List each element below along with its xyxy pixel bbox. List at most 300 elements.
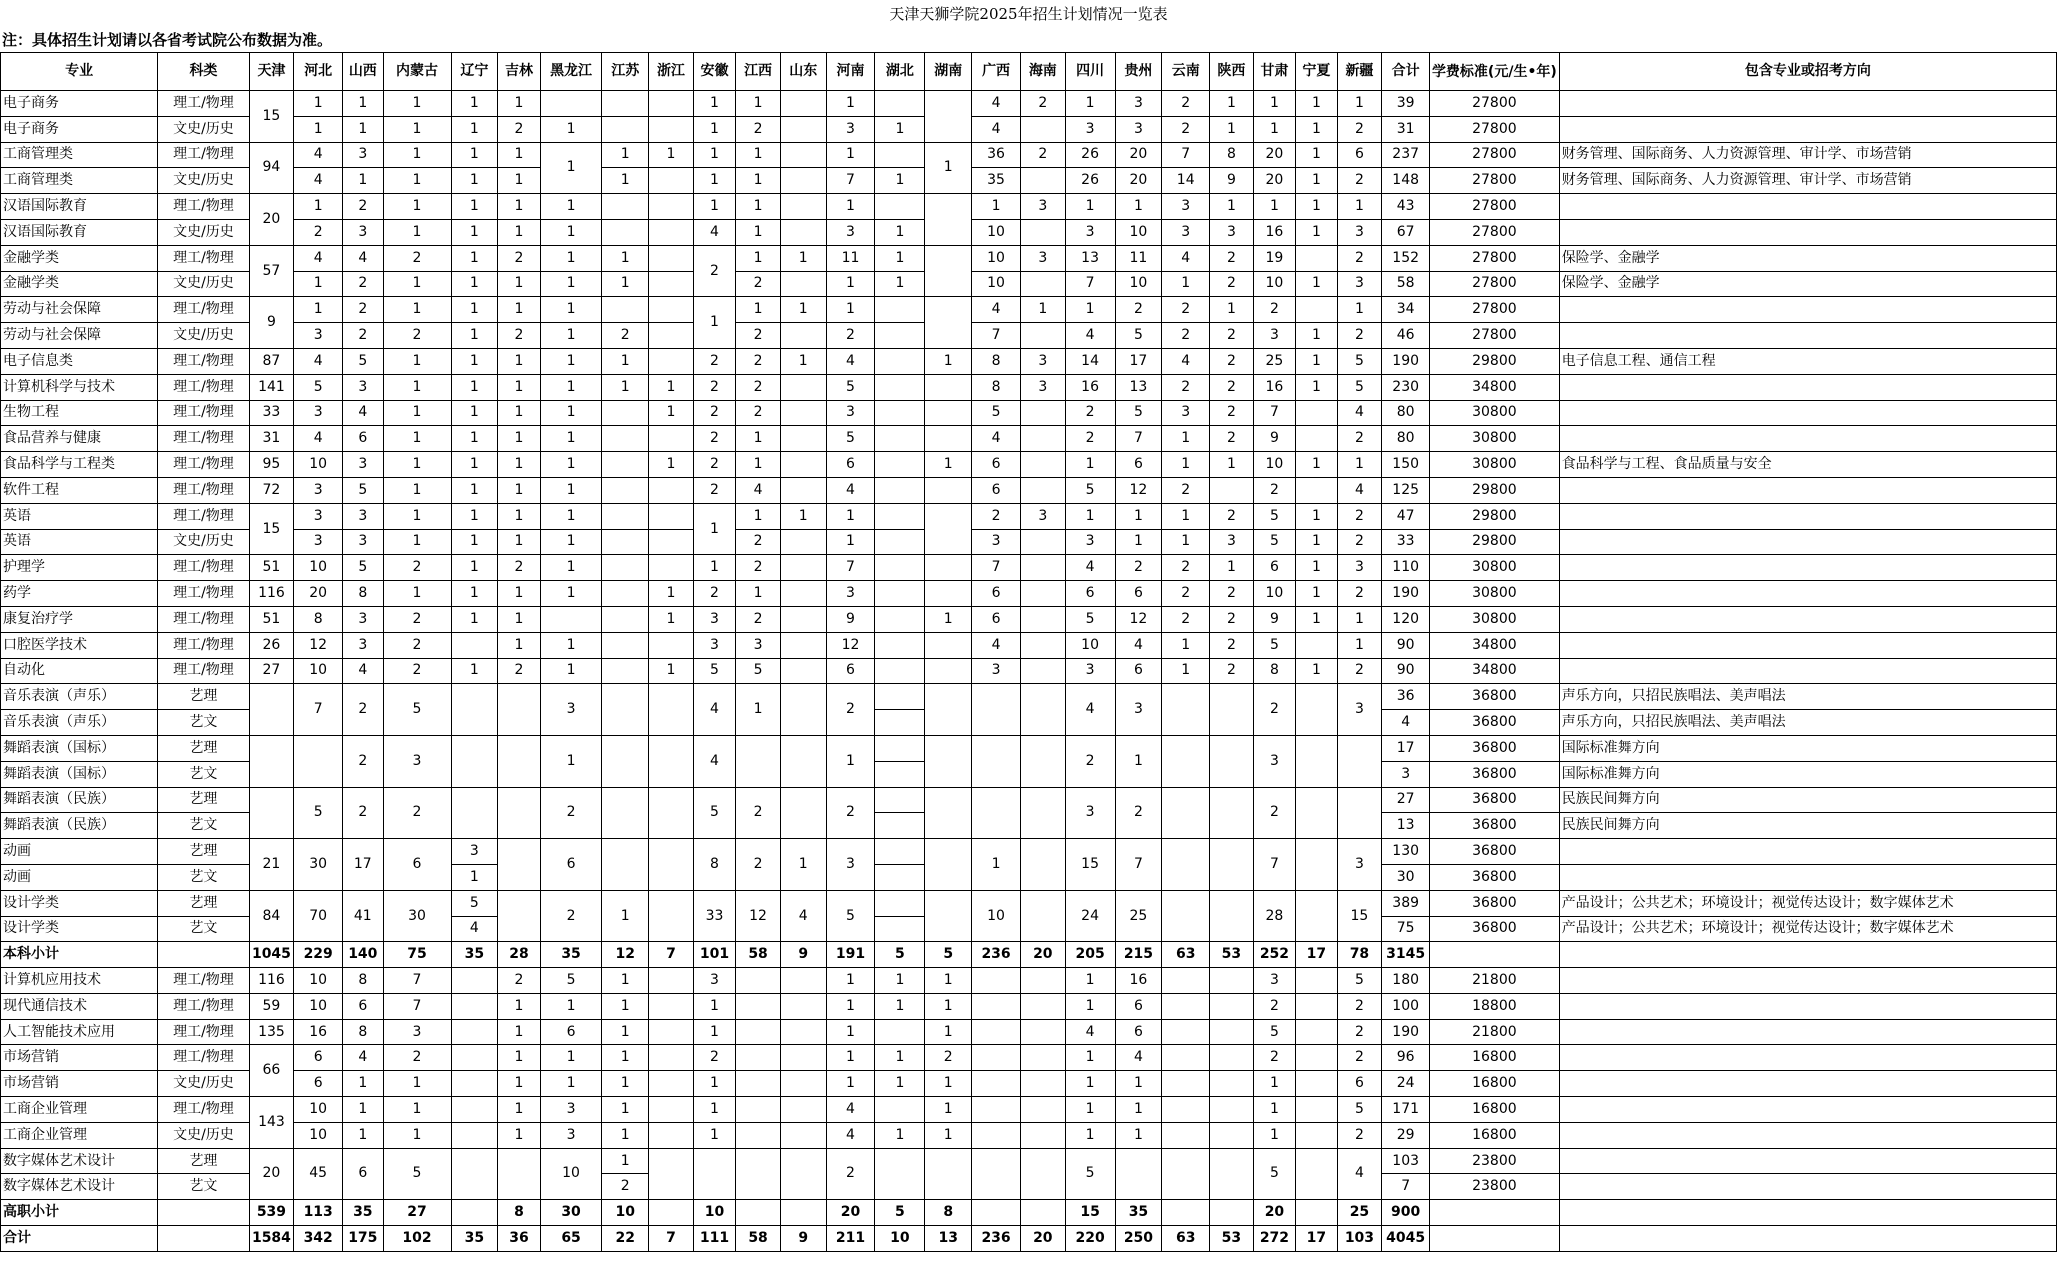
quota-cell xyxy=(1021,1148,1066,1200)
quota-cell xyxy=(736,1071,781,1097)
quota-cell: 17 xyxy=(343,839,383,891)
quota-cell: 2 xyxy=(1337,581,1382,607)
quota-cell: 1 xyxy=(1210,194,1254,220)
quota-cell: 1 xyxy=(1162,658,1210,684)
page-title: 天津天狮学院2025年招生计划情况一览表 xyxy=(889,5,1168,23)
quota-cell: 7 xyxy=(1065,271,1115,297)
quota-cell: 1 xyxy=(540,245,602,271)
quota-cell xyxy=(1210,1097,1254,1123)
quota-cell: 13 xyxy=(1115,374,1162,400)
quota-cell xyxy=(602,400,649,426)
quota-cell: 3 xyxy=(1210,529,1254,555)
quota-cell: 2 xyxy=(826,1148,875,1200)
quota-cell: 1 xyxy=(736,581,781,607)
table-row xyxy=(1,374,2057,400)
quota-cell: 1 xyxy=(498,529,541,555)
quota-cell xyxy=(736,735,781,787)
quota-cell: 20 xyxy=(1253,142,1296,168)
quota-cell: 1 xyxy=(1115,1097,1162,1123)
quota-cell: 1 xyxy=(383,477,451,503)
quota-cell xyxy=(972,735,1021,787)
quota-cell xyxy=(780,323,826,349)
quota-cell xyxy=(1296,787,1337,839)
quota-cell: 1 xyxy=(1065,1045,1115,1071)
quota-cell: 30 xyxy=(383,890,451,942)
quota-cell xyxy=(451,684,498,736)
category-cell: 艺理 xyxy=(158,735,249,761)
quota-cell: 1 xyxy=(383,426,451,452)
table-row xyxy=(1,245,2057,271)
category-cell: 文史/历史 xyxy=(158,529,249,555)
total-cell: 130 xyxy=(1382,839,1430,865)
quota-cell: 1 xyxy=(540,194,602,220)
fee-cell: 30800 xyxy=(1430,400,1560,426)
quota-cell xyxy=(925,426,972,452)
quota-cell: 10 xyxy=(294,1097,343,1123)
total-cell: 90 xyxy=(1382,632,1430,658)
quota-cell xyxy=(972,1200,1021,1226)
quota-cell: 1 xyxy=(451,426,498,452)
quota-cell: 1 xyxy=(451,142,498,168)
fee-cell: 29800 xyxy=(1430,348,1560,374)
quota-cell: 1 xyxy=(383,91,451,117)
header-major: 专业 xyxy=(1,53,158,91)
quota-cell: 2 xyxy=(1162,116,1210,142)
quota-cell xyxy=(780,116,826,142)
total-cell: 43 xyxy=(1382,194,1430,220)
scope-cell: 声乐方向，只招民族唱法、美声唱法 xyxy=(1559,710,2056,736)
quota-cell: 6 xyxy=(972,606,1021,632)
quota-cell xyxy=(780,168,826,194)
fee-cell: 34800 xyxy=(1430,658,1560,684)
fee-cell: 23800 xyxy=(1430,1174,1560,1200)
quota-cell: 1 xyxy=(602,168,649,194)
quota-cell: 1 xyxy=(383,219,451,245)
quota-cell: 1 xyxy=(1337,632,1382,658)
quota-cell: 2 xyxy=(925,1045,972,1071)
quota-cell: 28 xyxy=(498,942,541,968)
quota-cell: 1 xyxy=(649,581,694,607)
quota-cell xyxy=(451,1045,498,1071)
quota-cell xyxy=(780,529,826,555)
quota-cell xyxy=(1210,1071,1254,1097)
quota-cell: 1 xyxy=(383,142,451,168)
quota-cell: 1 xyxy=(540,297,602,323)
quota-cell: 10 xyxy=(1065,632,1115,658)
quota-cell: 35 xyxy=(451,1226,498,1252)
quota-cell: 5 xyxy=(736,658,781,684)
quota-cell: 9 xyxy=(1253,426,1296,452)
total-cell: 110 xyxy=(1382,555,1430,581)
quota-cell: 1 xyxy=(875,1071,925,1097)
quota-cell xyxy=(602,581,649,607)
quota-cell xyxy=(875,864,925,890)
quota-cell: 3 xyxy=(294,400,343,426)
quota-cell: 5 xyxy=(1337,374,1382,400)
scope-cell: 产品设计；公共艺术；环境设计；视觉传达设计；数字媒体艺术 xyxy=(1559,890,2056,916)
table-row xyxy=(1,735,2057,761)
quota-cell: 1 xyxy=(693,1122,736,1148)
fee-cell: 18800 xyxy=(1430,993,1560,1019)
quota-cell: 2 xyxy=(693,426,736,452)
quota-cell: 20 xyxy=(249,194,294,246)
table-row xyxy=(1,323,2057,349)
quota-cell: 135 xyxy=(249,1019,294,1045)
quota-cell xyxy=(1162,1200,1210,1226)
header-province: 湖北 xyxy=(875,53,925,91)
major-cell: 金融学类 xyxy=(1,271,158,297)
quota-cell xyxy=(1296,993,1337,1019)
quota-cell: 2 xyxy=(498,323,541,349)
quota-cell: 1 xyxy=(451,271,498,297)
quota-cell: 1 xyxy=(451,323,498,349)
header-province: 辽宁 xyxy=(451,53,498,91)
quota-cell: 2 xyxy=(498,555,541,581)
quota-cell xyxy=(925,91,972,143)
major-cell: 音乐表演（声乐） xyxy=(1,710,158,736)
quota-cell: 229 xyxy=(294,942,343,968)
quota-cell: 2 xyxy=(1337,1122,1382,1148)
quota-cell: 31 xyxy=(249,426,294,452)
quota-cell xyxy=(498,684,541,736)
major-cell: 数字媒体艺术设计 xyxy=(1,1148,158,1174)
quota-cell: 8 xyxy=(693,839,736,891)
total-cell: 120 xyxy=(1382,606,1430,632)
quota-cell xyxy=(1210,1200,1254,1226)
quota-cell: 3 xyxy=(1162,194,1210,220)
scope-cell xyxy=(1559,968,2056,994)
quota-cell: 1 xyxy=(925,452,972,478)
quota-cell: 1 xyxy=(498,1122,541,1148)
quota-cell: 1 xyxy=(736,503,781,529)
quota-cell: 12 xyxy=(736,890,781,942)
quota-cell: 28 xyxy=(1253,890,1296,942)
major-cell: 市场营销 xyxy=(1,1071,158,1097)
quota-cell: 1 xyxy=(1253,1071,1296,1097)
quota-cell: 3 xyxy=(294,529,343,555)
quota-cell xyxy=(1021,839,1066,891)
quota-cell: 7 xyxy=(972,555,1021,581)
major-cell: 护理学 xyxy=(1,555,158,581)
fee-cell: 27800 xyxy=(1430,297,1560,323)
quota-cell: 1 xyxy=(736,245,781,271)
quota-cell xyxy=(1162,1122,1210,1148)
quota-cell xyxy=(925,632,972,658)
quota-cell: 58 xyxy=(736,1226,781,1252)
quota-cell: 2 xyxy=(826,323,875,349)
category-cell xyxy=(158,942,249,968)
quota-cell: 101 xyxy=(693,942,736,968)
quota-cell: 2 xyxy=(693,400,736,426)
quota-cell: 1 xyxy=(693,555,736,581)
header-province: 江西 xyxy=(736,53,781,91)
scope-cell xyxy=(1559,942,2056,968)
quota-cell: 3 xyxy=(343,606,383,632)
quota-cell xyxy=(1021,1122,1066,1148)
quota-cell: 1 xyxy=(693,91,736,117)
quota-cell xyxy=(875,813,925,839)
quota-cell: 1 xyxy=(498,1097,541,1123)
quota-cell xyxy=(451,1019,498,1045)
quota-cell xyxy=(602,684,649,736)
quota-cell: 2 xyxy=(1162,323,1210,349)
table-row xyxy=(1,1045,2057,1071)
quota-cell: 1 xyxy=(540,452,602,478)
total-cell: 190 xyxy=(1382,1019,1430,1045)
quota-cell: 1 xyxy=(602,1097,649,1123)
quota-cell xyxy=(649,684,694,736)
quota-cell: 10 xyxy=(972,890,1021,942)
quota-cell: 17 xyxy=(1296,942,1337,968)
quota-cell: 1 xyxy=(780,297,826,323)
category-cell: 艺文 xyxy=(158,813,249,839)
quota-cell xyxy=(1021,1200,1066,1226)
quota-cell xyxy=(780,271,826,297)
quota-cell: 3 xyxy=(1253,735,1296,787)
total-cell: 230 xyxy=(1382,374,1430,400)
quota-cell: 1 xyxy=(925,1071,972,1097)
quota-cell: 4 xyxy=(780,890,826,942)
quota-cell: 1 xyxy=(383,348,451,374)
quota-cell: 8 xyxy=(343,968,383,994)
quota-cell xyxy=(925,503,972,555)
quota-cell: 15 xyxy=(1065,1200,1115,1226)
quota-cell: 4 xyxy=(826,348,875,374)
quota-cell: 3 xyxy=(1210,219,1254,245)
quota-cell xyxy=(649,91,694,117)
quota-cell: 5 xyxy=(1115,400,1162,426)
quota-cell xyxy=(1162,1097,1210,1123)
quota-cell: 2 xyxy=(736,400,781,426)
quota-cell: 2 xyxy=(1253,297,1296,323)
quota-cell: 1 xyxy=(972,839,1021,891)
quota-cell: 66 xyxy=(249,1045,294,1097)
quota-cell: 1 xyxy=(1296,323,1337,349)
fee-cell: 29800 xyxy=(1430,503,1560,529)
quota-cell: 1 xyxy=(451,658,498,684)
quota-cell xyxy=(1296,1148,1337,1200)
total-cell: 80 xyxy=(1382,400,1430,426)
quota-cell: 4 xyxy=(972,116,1021,142)
header-province: 新疆 xyxy=(1337,53,1382,91)
quota-cell: 1 xyxy=(1162,503,1210,529)
quota-cell: 1 xyxy=(1296,91,1337,117)
quota-cell: 6 xyxy=(343,426,383,452)
quota-cell: 1 xyxy=(649,142,694,168)
category-cell: 理工/物理 xyxy=(158,91,249,117)
major-cell: 金融学类 xyxy=(1,245,158,271)
quota-cell: 1 xyxy=(451,452,498,478)
quota-cell: 4 xyxy=(693,735,736,787)
quota-cell xyxy=(1210,968,1254,994)
scope-cell: 声乐方向，只招民族唱法、美声唱法 xyxy=(1559,684,2056,710)
quota-cell xyxy=(602,787,649,839)
quota-cell: 1 xyxy=(693,1097,736,1123)
fee-cell: 36800 xyxy=(1430,839,1560,865)
fee-cell: 21800 xyxy=(1430,1019,1560,1045)
quota-cell: 1 xyxy=(451,168,498,194)
quota-cell: 20 xyxy=(294,581,343,607)
scope-cell xyxy=(1559,864,2056,890)
quota-cell: 2 xyxy=(1210,400,1254,426)
category-cell: 理工/物理 xyxy=(158,658,249,684)
quota-cell: 16 xyxy=(1065,374,1115,400)
quota-cell: 4 xyxy=(294,142,343,168)
quota-cell: 1 xyxy=(1253,91,1296,117)
major-cell: 舞蹈表演（民族） xyxy=(1,813,158,839)
quota-cell xyxy=(1162,1148,1210,1200)
header-province: 云南 xyxy=(1162,53,1210,91)
quota-cell: 1 xyxy=(1065,194,1115,220)
quota-cell xyxy=(925,374,972,400)
quota-cell: 1 xyxy=(540,993,602,1019)
quota-cell: 1 xyxy=(649,400,694,426)
quota-cell xyxy=(1021,581,1066,607)
total-cell: 96 xyxy=(1382,1045,1430,1071)
total-cell: 80 xyxy=(1382,426,1430,452)
total-cell: 31 xyxy=(1382,116,1430,142)
quota-cell: 236 xyxy=(972,1226,1021,1252)
quota-cell: 1 xyxy=(383,116,451,142)
quota-cell: 2 xyxy=(383,245,451,271)
quota-cell: 26 xyxy=(1065,168,1115,194)
quota-cell: 7 xyxy=(383,968,451,994)
quota-cell xyxy=(780,581,826,607)
quota-cell: 1 xyxy=(540,503,602,529)
quota-cell: 3 xyxy=(294,477,343,503)
header-scope: 包含专业或招考方向 xyxy=(1559,53,2056,91)
quota-cell: 1 xyxy=(736,219,781,245)
quota-cell xyxy=(540,606,602,632)
quota-cell: 143 xyxy=(249,1097,294,1149)
quota-cell: 2 xyxy=(1210,245,1254,271)
quota-cell xyxy=(1021,735,1066,787)
quota-cell: 1 xyxy=(1162,452,1210,478)
quota-cell: 1 xyxy=(736,91,781,117)
quota-cell: 1 xyxy=(602,890,649,942)
quota-cell: 4 xyxy=(972,297,1021,323)
quota-cell xyxy=(649,323,694,349)
quota-cell xyxy=(925,684,972,736)
quota-cell: 2 xyxy=(1337,529,1382,555)
quota-cell: 9 xyxy=(1210,168,1254,194)
quota-cell xyxy=(780,1019,826,1045)
quota-cell: 2 xyxy=(1337,658,1382,684)
header-province: 黑龙江 xyxy=(540,53,602,91)
category-cell: 理工/物理 xyxy=(158,297,249,323)
category-cell: 理工/物理 xyxy=(158,194,249,220)
quota-cell: 20 xyxy=(1021,942,1066,968)
quota-cell xyxy=(780,1071,826,1097)
quota-cell xyxy=(498,787,541,839)
quota-cell: 1 xyxy=(383,168,451,194)
quota-cell: 1 xyxy=(498,1045,541,1071)
quota-cell: 4 xyxy=(693,219,736,245)
quota-cell: 5 xyxy=(875,942,925,968)
category-cell: 理工/物理 xyxy=(158,426,249,452)
quota-cell: 12 xyxy=(826,632,875,658)
quota-cell xyxy=(649,271,694,297)
quota-cell: 103 xyxy=(1337,1226,1382,1252)
major-cell: 英语 xyxy=(1,503,158,529)
quota-cell: 2 xyxy=(1253,477,1296,503)
quota-cell: 1 xyxy=(540,477,602,503)
header-category: 科类 xyxy=(158,53,249,91)
scope-cell xyxy=(1559,529,2056,555)
table-row xyxy=(1,1148,2057,1174)
quota-cell xyxy=(602,735,649,787)
total-cell: 24 xyxy=(1382,1071,1430,1097)
category-cell: 理工/物理 xyxy=(158,632,249,658)
quota-cell xyxy=(925,194,972,246)
scope-cell xyxy=(1559,1174,2056,1200)
quota-cell: 10 xyxy=(294,555,343,581)
category-cell: 理工/物理 xyxy=(158,374,249,400)
quota-cell xyxy=(294,735,343,787)
quota-cell: 1 xyxy=(1337,606,1382,632)
quota-cell: 2 xyxy=(1337,168,1382,194)
quota-cell xyxy=(1021,555,1066,581)
quota-cell: 53 xyxy=(1210,942,1254,968)
quota-cell: 1 xyxy=(693,1071,736,1097)
quota-cell: 1 xyxy=(451,503,498,529)
quota-cell: 33 xyxy=(693,890,736,942)
quota-cell xyxy=(972,787,1021,839)
quota-cell: 25 xyxy=(1253,348,1296,374)
quota-cell: 1 xyxy=(540,400,602,426)
quota-cell: 3 xyxy=(383,735,451,787)
quota-cell: 1 xyxy=(498,503,541,529)
category-cell: 文史/历史 xyxy=(158,271,249,297)
quota-cell: 539 xyxy=(249,1200,294,1226)
quota-cell xyxy=(1210,1122,1254,1148)
quota-cell xyxy=(451,1148,498,1200)
quota-cell xyxy=(649,890,694,942)
scope-cell xyxy=(1559,1045,2056,1071)
quota-cell: 10 xyxy=(1115,219,1162,245)
quota-cell: 1 xyxy=(1296,168,1337,194)
quota-cell: 3 xyxy=(972,658,1021,684)
major-cell: 数字媒体艺术设计 xyxy=(1,1174,158,1200)
quota-cell: 10 xyxy=(1253,271,1296,297)
fee-cell: 16800 xyxy=(1430,1045,1560,1071)
quota-cell: 63 xyxy=(1162,1226,1210,1252)
quota-cell: 4 xyxy=(1337,400,1382,426)
quota-cell: 2 xyxy=(972,503,1021,529)
quota-cell: 6 xyxy=(1065,581,1115,607)
quota-cell: 51 xyxy=(249,606,294,632)
quota-cell: 1 xyxy=(540,1045,602,1071)
quota-cell: 1 xyxy=(602,1122,649,1148)
quota-cell: 2 xyxy=(383,323,451,349)
quota-cell: 2 xyxy=(1210,632,1254,658)
quota-cell: 1 xyxy=(343,116,383,142)
quota-cell xyxy=(780,1045,826,1071)
quota-cell: 1584 xyxy=(249,1226,294,1252)
quota-cell: 1 xyxy=(1210,116,1254,142)
header-province: 河南 xyxy=(826,53,875,91)
quota-cell xyxy=(1210,890,1254,942)
quota-cell: 5 xyxy=(693,787,736,839)
quota-cell: 2 xyxy=(540,787,602,839)
total-cell: 900 xyxy=(1382,1200,1430,1226)
quota-cell: 2 xyxy=(1021,142,1066,168)
quota-cell: 84 xyxy=(249,890,294,942)
quota-cell: 1 xyxy=(826,735,875,787)
quota-cell: 1 xyxy=(540,735,602,787)
quota-cell: 1 xyxy=(451,348,498,374)
quota-cell xyxy=(451,968,498,994)
